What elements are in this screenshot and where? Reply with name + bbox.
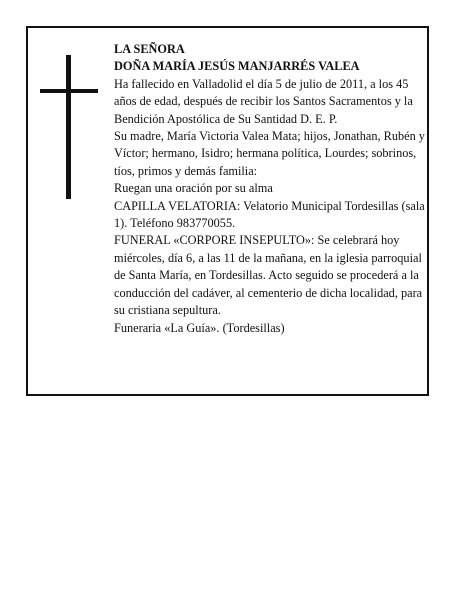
funeral-home: Funeraria «La Guía». (Tordesillas)	[114, 320, 285, 335]
deceased-name: DOÑA MARÍA JESÚS MANJARRÉS VALEA	[114, 59, 360, 74]
funeral-info: FUNERAL «CORPORE INSEPULTO»: Se celebrará hoy miércoles, día 6, a las 11 de la mañana, en la iglesia parroquial de Santa María, en Tordesillas. Acto seguido se procederá a la conducción del cadáver, al cementerio de dicha localidad, para su cristiana sepultura.	[114, 233, 423, 318]
notice-title: LA SEÑORA	[114, 42, 185, 56]
latin-cross-icon	[40, 55, 98, 199]
cross-vertical-bar	[66, 55, 71, 199]
obituary-notice	[26, 26, 429, 396]
death-announcement: Ha fallecido en Valladolid el día 5 de julio de 2011, a los 45 años de edad, después de recibir los Santos Sacramentos y la Bendición Apostólica de Su Santidad D. E. P.	[114, 76, 413, 126]
family-list: Su madre, María Victoria Valea Mata; hijos, Jonathan, Rubén y Víctor; hermano, Isidro; hermana política, Lourdes; sobrinos, tíos, primos y demás familia:	[114, 129, 425, 178]
prayer-request: Ruegan una oración por su alma	[114, 181, 273, 196]
cross-horizontal-bar	[40, 89, 98, 93]
notice-text	[114, 41, 426, 337]
chapel-info: CAPILLA VELATORIA: Velatorio Municipal Tordesillas (sala 1). Teléfono 983770055.	[114, 198, 425, 231]
